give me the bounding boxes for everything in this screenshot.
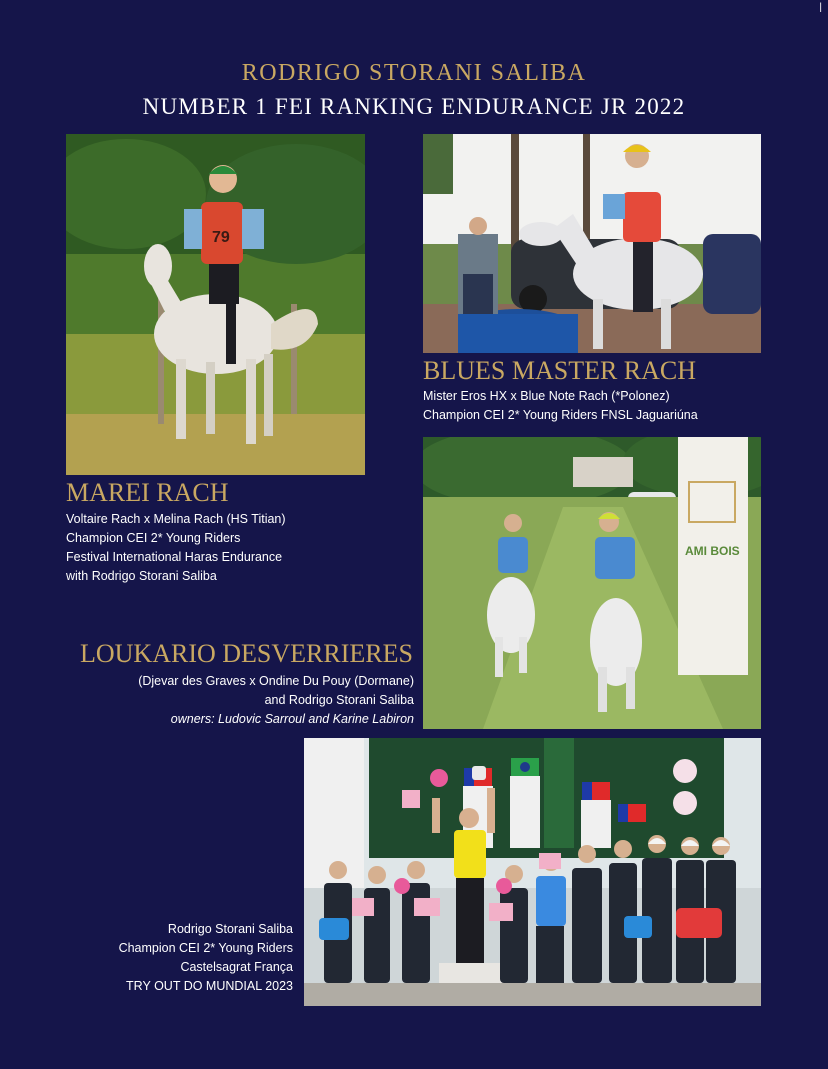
caption-line: Champion CEI 2* Young Riders FNSL Jaguariúna [423, 408, 698, 422]
loukario-desverrieres-name: LOUKARIO DESVERRIERES [80, 639, 413, 668]
corner-mark: | [819, 2, 822, 13]
blues-master-rach-caption [423, 387, 698, 425]
caption-line: Champion CEI 2* Young Riders [118, 941, 293, 955]
podium-caption [119, 920, 293, 996]
caption-line: Rodrigo Storani Saliba [167, 922, 293, 936]
caption-line-owners: owners: Ludovic Sarroul and Karine Labiron [170, 712, 414, 726]
marei-rach-caption [66, 510, 286, 586]
caption-line: and Rodrigo Storani Saliba [264, 693, 414, 707]
blues-master-rach-photo [423, 134, 761, 353]
podium-photo [304, 738, 761, 1006]
caption-line: Champion CEI 2* Young Riders [66, 531, 241, 545]
caption-line: Voltaire Rach x Melina Rach (HS Titian) [66, 512, 286, 526]
marei-rach-name: MAREI RACH [66, 478, 229, 507]
loukario-desverrieres-photo [423, 437, 761, 729]
ami-bois-banner-text: AMI BOIS [685, 544, 740, 558]
caption-line: Festival International Haras Endurance [66, 550, 283, 564]
caption-line: Castelsagrat França [180, 960, 293, 974]
page-title: RODRIGO STORANI SALIBA [241, 60, 587, 86]
page-subtitle: NUMBER 1 FEI RANKING ENDURANCE JR 2022 [142, 94, 686, 119]
blues-master-rach-name: BLUES MASTER RACH [423, 356, 697, 385]
caption-line: with Rodrigo Storani Saliba [66, 569, 217, 583]
caption-line: TRY OUT DO MUNDIAL 2023 [126, 979, 293, 993]
caption-line: Mister Eros HX x Blue Note Rach (*Polonez) [423, 389, 670, 403]
caption-line: (Djevar des Graves x Ondine Du Pouy (Dormane) [138, 674, 414, 688]
marei-rach-photo [66, 134, 365, 475]
loukario-desverrieres-caption [138, 672, 414, 729]
rider-bib-number: 79 [212, 229, 230, 246]
